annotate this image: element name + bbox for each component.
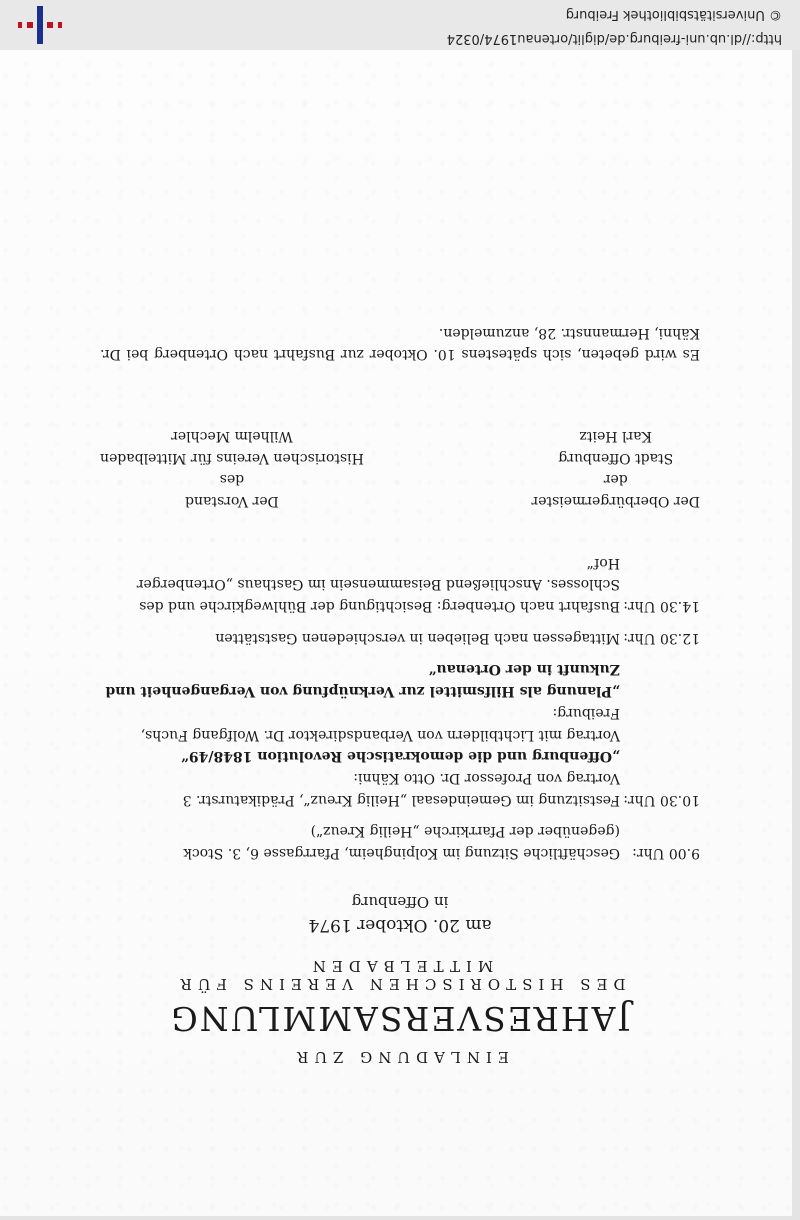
signature-line: Der Vorstand <box>185 493 279 510</box>
document-page <box>0 50 792 1216</box>
invitation-text <box>100 307 700 1066</box>
program-line: Busfahrt nach Ortenberg: Besichtigung der Bühlwegkirche und des Schlosses. Anschließend Beisammensein im Gasthaus „Ortenberger Hof“ <box>136 554 620 615</box>
copyright-text: © Universitätsbibliothek Freiburg <box>565 7 782 22</box>
program-line: Festsitzung im Gemeindesaal „Heilig Kreuz“, Prädikaturstr. 3 <box>182 791 620 808</box>
program-desc <box>100 820 620 863</box>
program-time: 9.00 Uhr: <box>632 845 700 861</box>
signature-line: Historischen Vereins für Mittelbaden <box>100 449 364 466</box>
program <box>100 551 700 863</box>
subtitle: DES HISTORISCHEN VEREINS FÜR MITTELBADEN <box>174 957 626 993</box>
program-item <box>100 820 700 863</box>
program-line: Mittagessen nach Belieben in verschiedenen Gaststätten <box>215 629 620 646</box>
signature-line: der <box>603 471 628 488</box>
program-desc <box>100 658 620 810</box>
signature-name: Wilhelm Mechler <box>171 428 293 444</box>
viewer-footer <box>0 0 800 50</box>
program-line: Geschäftliche Sitzung im Kolpingheim, Pfarrgasse 6, 3. Stock (gegenüber der Pfarrkirche „Heilig Kreuz“) <box>183 823 620 861</box>
program-item <box>100 626 700 648</box>
program-time: 14.30 Uhr: <box>623 598 700 615</box>
signature-line: Der Oberbürgermeister <box>531 493 700 510</box>
signature-right <box>100 424 364 511</box>
event-date: am 20. Oktober 1974 <box>308 915 492 935</box>
program-desc <box>100 551 620 616</box>
signature-left <box>531 424 700 511</box>
program-line: Vortrag von Professor Dr. Otto Kähni: <box>353 769 620 786</box>
page-title: JAHRESVERSAMMLUNG <box>169 999 631 1038</box>
program-line: Vortrag mit Lichtbildern von Verbandsdirektor Dr. Wolfgang Fuchs, Freiburg: <box>140 704 620 743</box>
lecture-title: „Offenburg und die demokratische Revolution 1848/49“ <box>180 748 620 765</box>
program-time: 10.30 Uhr: <box>623 791 700 808</box>
program-time: 12.30 Uhr: <box>623 629 700 646</box>
signature-name: Karl Heitz <box>579 428 652 444</box>
signatures <box>100 424 700 511</box>
program-item <box>100 658 700 810</box>
registration-note: Es wird gebeten, sich spätestens 10. Oktober zur Busfahrt nach Ortenberg bei Dr. Kähni, Hermannstr. 28, anzumelden. <box>100 324 700 363</box>
kicker: EINLADUNG ZUR <box>291 1048 509 1066</box>
signature-line: Stadt Offenburg <box>558 449 674 466</box>
lecture-title: „Planung als Hilfsmittel zur Verknüpfung von Vergangenheit und Zukunft in der Ortenau“ <box>105 661 620 700</box>
signature-line: des <box>219 471 245 488</box>
library-logo-icon <box>18 6 62 44</box>
invitation-header <box>100 893 700 1066</box>
event-place: in Offenburg <box>351 893 449 911</box>
program-item <box>100 551 700 616</box>
program-desc <box>100 626 620 648</box>
source-url-link[interactable]: http://dl.ub.uni-freiburg.de/diglit/ortenau1974/0324 <box>446 31 782 46</box>
